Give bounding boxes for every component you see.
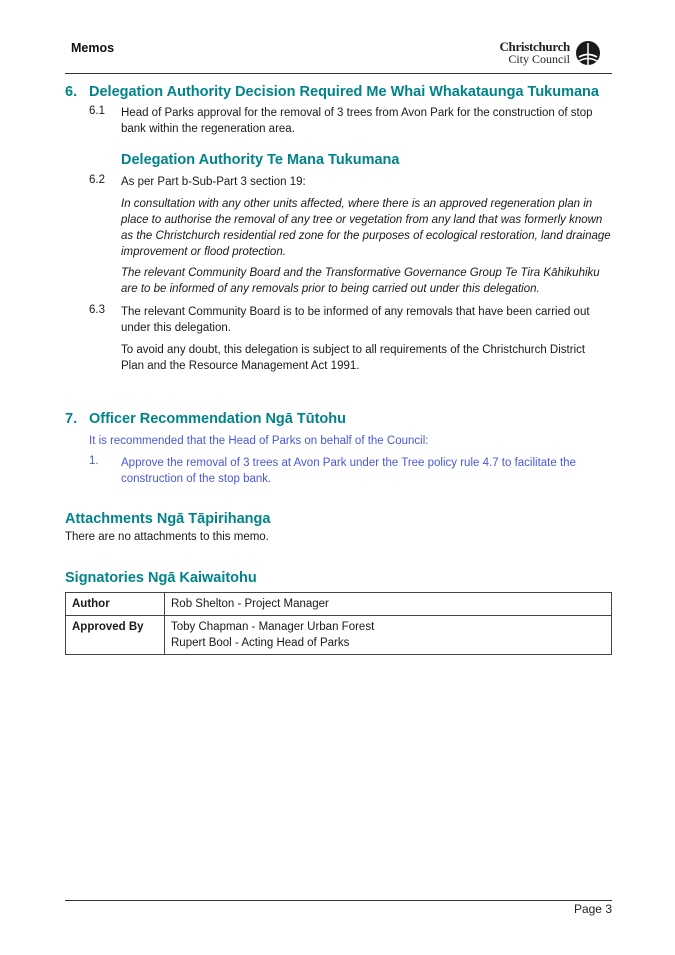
approver-2: Rupert Bool - Acting Head of Parks	[171, 637, 350, 649]
attachments-text: There are no attachments to this memo.	[65, 531, 269, 543]
page-number: Page 3	[573, 902, 612, 916]
recommendation-text: Approve the removal of 3 trees at Avon Park under the Tree policy rule 4.7 to facilitate the construction of the stop bank.	[121, 457, 576, 485]
item-6-2-number: 6.2	[89, 174, 105, 186]
section6-title: Delegation Authority Decision Required Me Whai Whakataunga Tukumana	[89, 84, 599, 100]
footer-rule	[65, 900, 612, 901]
council-logo-icon	[574, 40, 602, 68]
table-row	[66, 616, 612, 655]
item-6-3-paragraph: To avoid any doubt, this delegation is subject to all requirements of the Christchurch District Plan and the Resource Management Act 1991.	[121, 344, 586, 372]
item-6-3-text: The relevant Community Board is to be informed of any removals that have been carried out under this delegation.	[121, 306, 590, 334]
delegation-subheading: Delegation Authority Te Mana Tukumana	[121, 152, 400, 168]
item-6-1-number: 6.1	[89, 105, 105, 117]
signatories-table	[65, 592, 612, 655]
section7-heading	[65, 411, 346, 427]
section7-title: Officer Recommendation Ngā Tūtohu	[89, 411, 346, 427]
header-label: Memos	[71, 41, 115, 55]
section6-number: 6.	[65, 84, 78, 100]
item-6-3-number: 6.3	[89, 304, 105, 316]
approved-by-label: Approved By	[66, 616, 165, 655]
delegation-quote-2: The relevant Community Board and the Transformative Governance Group Te Tira Kāhikuhiku are to be informed of any removals prior to being carried out under this delegation.	[121, 267, 600, 295]
item-6-1-text: Head of Parks approval for the removal of 3 trees from Avon Park for the construction of stop bank within the regeneration area.	[121, 107, 593, 135]
author-label: Author	[66, 593, 165, 616]
header-rule	[65, 73, 612, 74]
section7-number: 7.	[65, 411, 78, 427]
logo-line2: City Council	[508, 52, 570, 66]
attachments-heading: Attachments Ngā Tāpirihanga	[65, 511, 271, 527]
approver-1: Toby Chapman - Manager Urban Forest	[171, 621, 375, 633]
approved-by-value	[165, 616, 612, 655]
item-6-2-text: As per Part b-Sub-Part 3 section 19:	[121, 176, 306, 188]
recommendation-number: 1.	[89, 455, 99, 467]
table-row	[66, 593, 612, 616]
logo-line1: Christchurch	[499, 39, 570, 54]
author-value: Rob Shelton - Project Manager	[165, 593, 612, 616]
council-logo	[498, 40, 602, 70]
delegation-quote-1: In consultation with any other units affected, where there is an approved regeneration plan in place to authorise the removal of any tree or vegetation from any land that was formerly known as the Christchurch residential red zone for the purposes of ecological restoration, land drainage improvement or flood protection.	[121, 198, 611, 258]
signatories-heading: Signatories Ngā Kaiwaitohu	[65, 570, 257, 586]
section6-heading	[65, 84, 599, 100]
recommendation-intro: It is recommended that the Head of Parks on behalf of the Council:	[89, 435, 429, 447]
